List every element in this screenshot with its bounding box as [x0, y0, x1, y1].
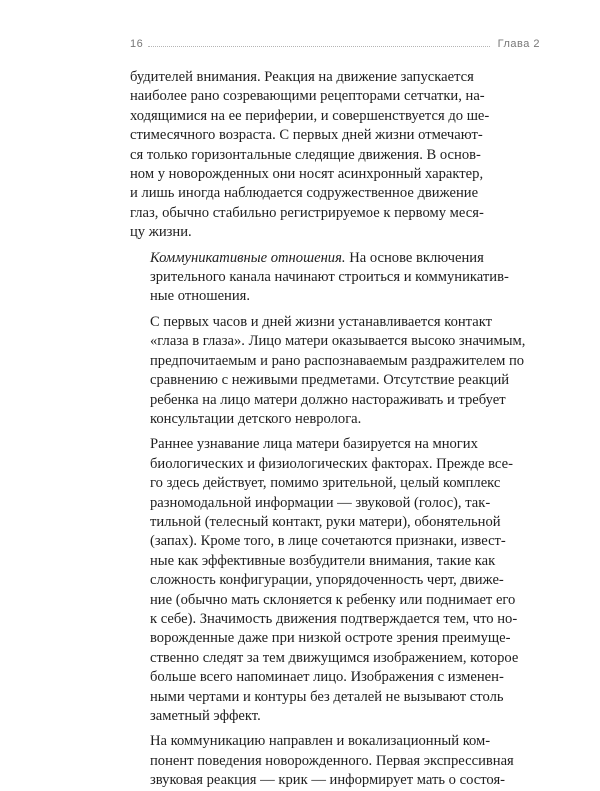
text-line: ные как эффективные возбудители внимания, такие как — [150, 552, 496, 569]
text-line: цу жизни. — [130, 224, 192, 241]
text-line: больше всего напоминает лицо. Изображения с изменен- — [150, 669, 504, 686]
text-line: предпочитаемым и рано распознаваемым раздражителем по — [150, 352, 525, 369]
text-line: «глаза в глаза». Лицо матери оказывается высоко значимым, — [150, 333, 526, 350]
text-line: наиболее рано созревающими рецепторами сетчатки, на- — [130, 88, 485, 105]
text-line: сложность конфигурации, упорядоченность черт, движе- — [150, 572, 504, 589]
text-line: разномодальной информации — звуковой (голос), так- — [150, 494, 491, 511]
text-line: понент поведения новорожденного. Первая экспрессивная — [150, 752, 514, 769]
text-line: биологических и физиологических факторах. Прежде все- — [150, 455, 513, 472]
paragraph — [130, 249, 540, 307]
section-lead-italic: Коммуникативные отношения. — [150, 249, 346, 266]
paragraph — [130, 68, 540, 243]
text-line — [130, 249, 540, 268]
text-line: ворожденные даже при низкой остроте зрения преимуще- — [150, 630, 511, 647]
text-line: ные отношения. — [150, 288, 251, 305]
chapter-label: Глава 2 — [497, 38, 540, 50]
paragraph — [130, 435, 540, 726]
text-line: сравнению с неживыми предметами. Отсутствие реакций — [150, 372, 510, 389]
text-line: звуковая реакция — крик — информирует мать о состоя- — [150, 772, 506, 789]
paragraph — [130, 732, 540, 790]
text-line: С первых часов и дней жизни устанавливается контакт — [150, 313, 492, 330]
text-line: ходящимися на ее периферии, и совершенствуется до ше- — [130, 107, 490, 124]
header-rule — [148, 46, 490, 47]
body-text — [130, 68, 540, 791]
text-line: консультации детского невролога. — [150, 410, 362, 427]
text-line: го здесь действует, помимо зрительной, целый комплекс — [150, 475, 501, 492]
text-line: стимесячного возраста. С первых дней жизни отмечают- — [130, 127, 483, 144]
text-line: ственно следят за тем движущимся изображением, которое — [150, 649, 519, 666]
text-fragment: На основе включения — [345, 249, 484, 266]
page-number: 16 — [130, 38, 144, 50]
text-line: ние (обычно мать склоняется к ребенку или поднимает его — [150, 591, 516, 608]
text-line: ся только горизонтальные следящие движения. В основ- — [130, 146, 481, 163]
text-line: ном у новорожденных они носят асинхронный характер, — [130, 166, 484, 183]
text-line: тильной (телесный контакт, руки матери), обонятельной — [150, 513, 501, 530]
text-line: заметный эффект. — [150, 708, 261, 724]
text-line: зрительного канала начинают строиться и коммуникатив- — [150, 269, 509, 286]
paragraph — [130, 313, 540, 429]
text-line: будителей внимания. Реакция на движение запускается — [130, 69, 474, 85]
text-line: ребенка на лицо матери должно настораживать и требует — [150, 391, 506, 408]
text-line: и лишь иногда наблюдается содружественное движение — [130, 185, 479, 202]
text-line: к себе). Значимость движения подтверждается тем, что но- — [150, 610, 518, 627]
text-line: На коммуникацию направлен и вокализационный ком- — [150, 733, 491, 750]
text-line: Раннее узнавание лица матери базируется на многих — [150, 436, 478, 453]
text-line: глаз, обычно стабильно регистрируемое к первому меся- — [130, 204, 484, 221]
text-line: ными чертами и контуры без деталей не вызывают столь — [150, 688, 504, 705]
running-head — [130, 38, 540, 54]
text-line: (запах). Кроме того, в лице сочетаются признаки, извест- — [150, 533, 506, 550]
